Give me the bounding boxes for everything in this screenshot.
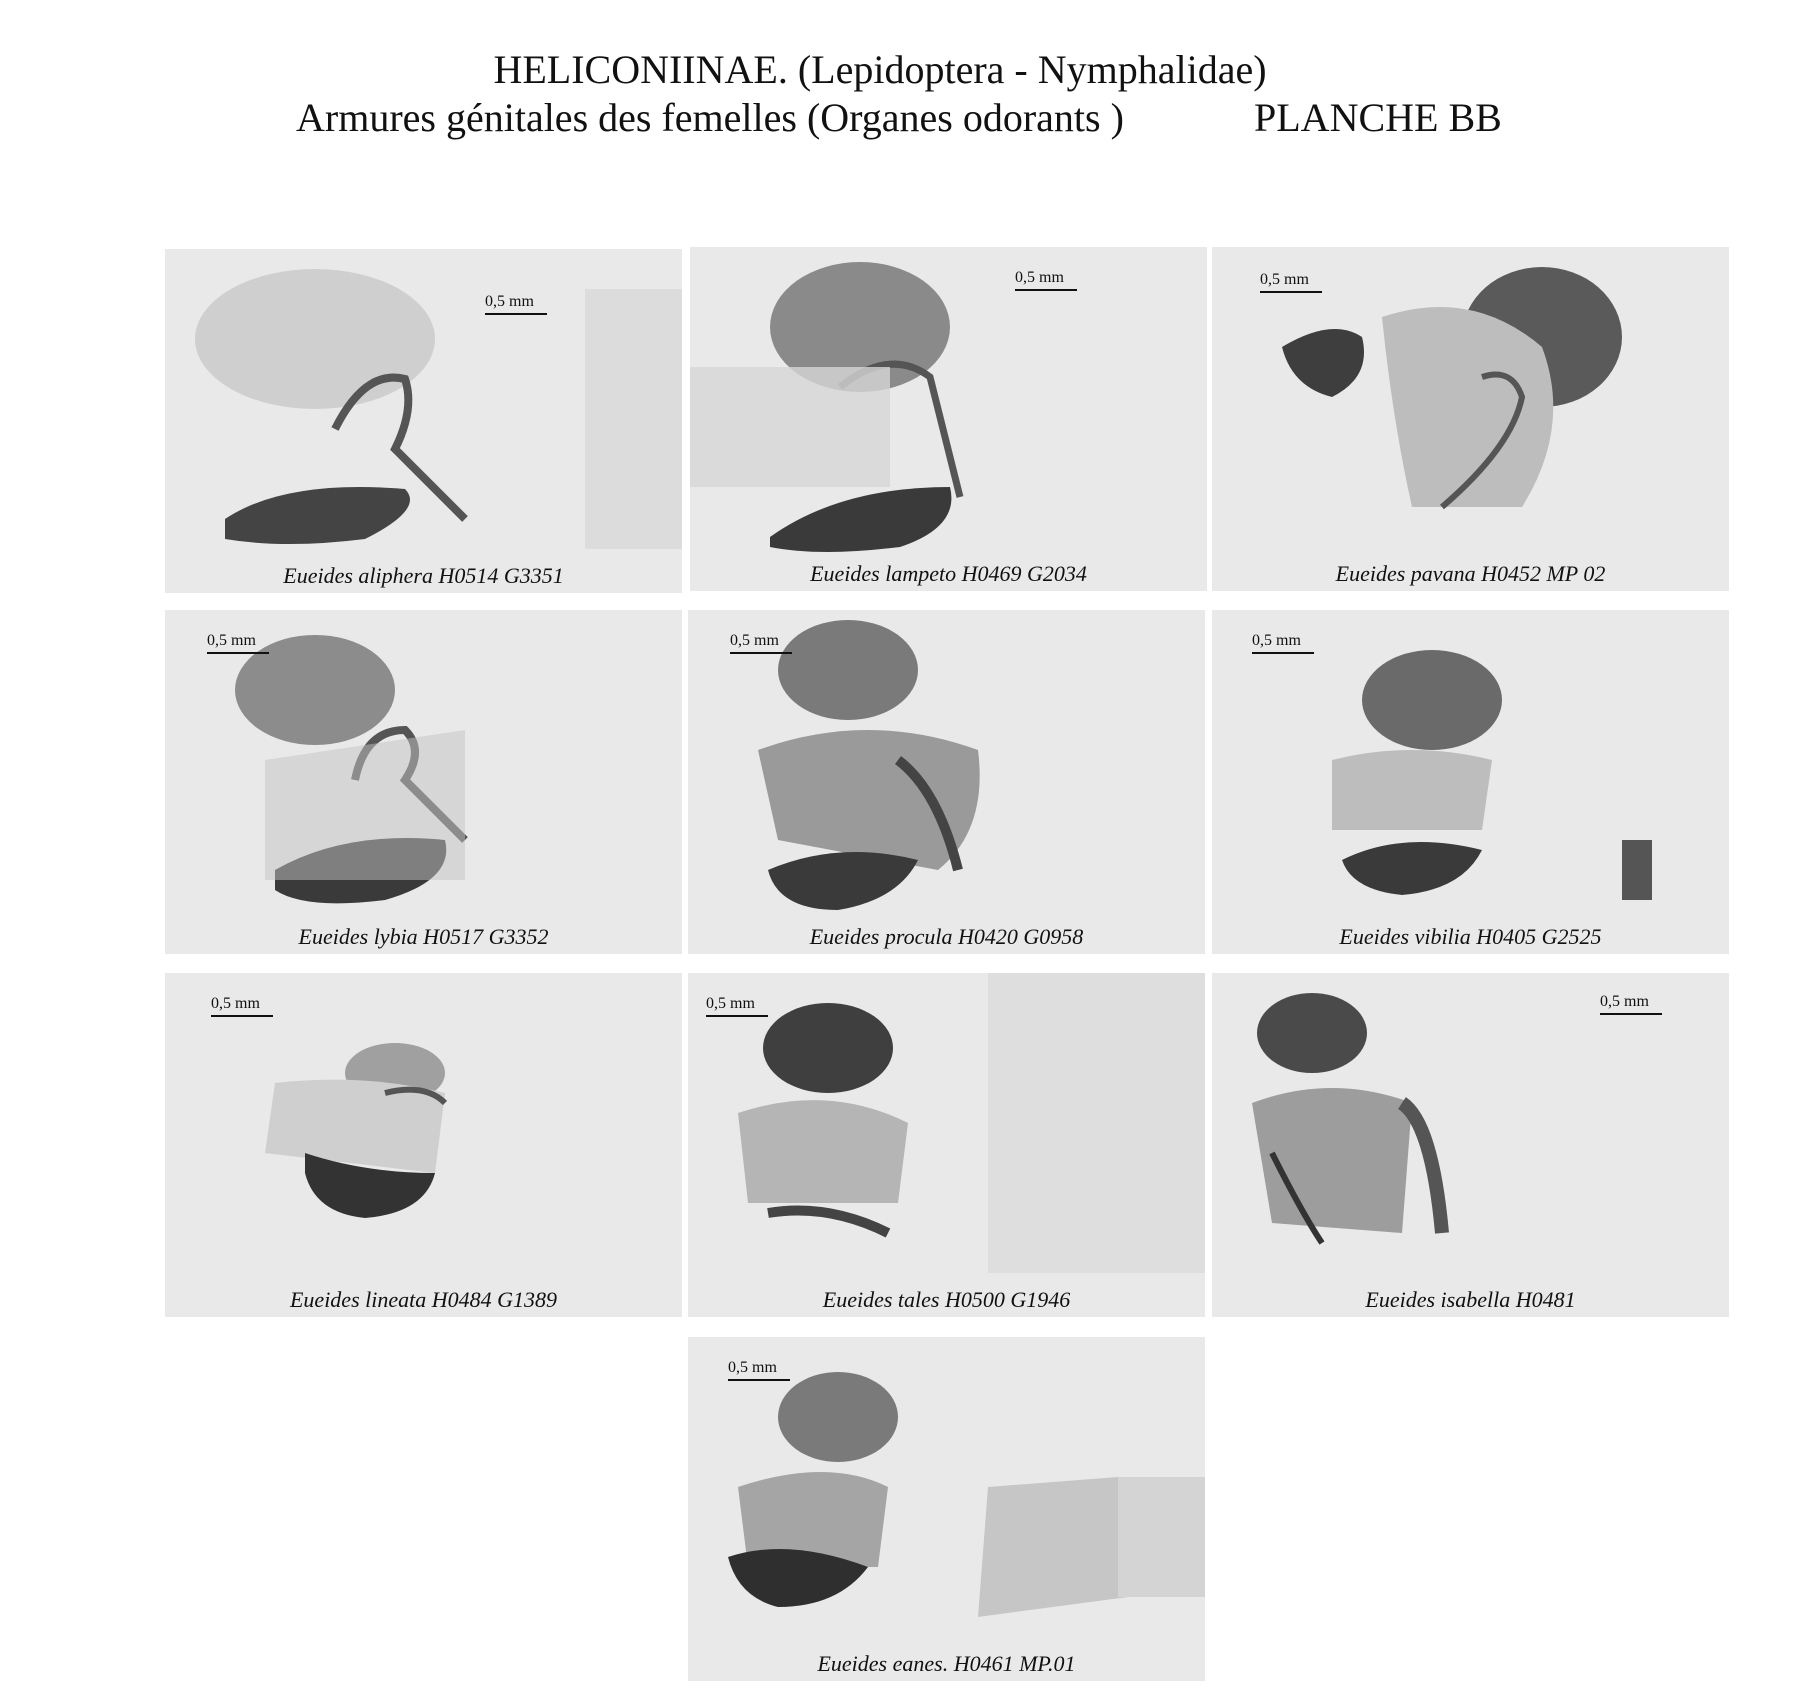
specimen-caption: Eueides procula H0420 G0958 xyxy=(809,924,1084,949)
scale-bar: 0,5 mm xyxy=(1015,269,1077,291)
specimen-panel-pavana xyxy=(1212,247,1729,591)
genitalia-photo xyxy=(688,610,1205,954)
genitalia-photo xyxy=(165,249,682,593)
specimen-caption: Eueides vibilia H0405 G2525 xyxy=(1339,924,1602,949)
specimen-caption: Eueides isabella H0481 xyxy=(1365,1287,1576,1312)
genitalia-photo xyxy=(1212,610,1729,954)
specimen-panel-eanes xyxy=(688,1337,1205,1681)
specimen-caption: Eueides lineata H0484 G1389 xyxy=(289,1287,558,1312)
genitalia-photo xyxy=(165,610,682,954)
genitalia-photo xyxy=(1212,973,1729,1317)
scale-bar: 0,5 mm xyxy=(728,1359,790,1381)
specimen-caption: Eueides eanes. H0461 MP.01 xyxy=(817,1651,1076,1676)
specimen-panel-vibilia xyxy=(1212,610,1729,954)
specimen-panel-aliphera xyxy=(165,249,682,593)
genitalia-photo xyxy=(688,973,1205,1317)
plate-title: HELICONIINAE. (Lepidoptera - Nymphalidae) xyxy=(493,47,1267,92)
specimen-panel-tales xyxy=(688,973,1205,1317)
specimen-panel-lybia xyxy=(165,610,682,954)
plate-number: PLANCHE BB xyxy=(1254,95,1502,140)
genitalia-photo xyxy=(165,973,682,1317)
scale-bar: 0,5 mm xyxy=(730,632,792,654)
scale-bar: 0,5 mm xyxy=(1600,993,1662,1015)
specimen-panel-isabella xyxy=(1212,973,1729,1317)
plate-subtitle: Armures génitales des femelles (Organes odorants ) xyxy=(296,95,1124,140)
specimen-caption: Eueides lampeto H0469 G2034 xyxy=(810,561,1087,586)
scale-bar: 0,5 mm xyxy=(1260,271,1322,293)
specimen-caption: Eueides lybia H0517 G3352 xyxy=(298,924,549,949)
genitalia-photo xyxy=(690,247,1207,591)
specimen-caption: Eueides pavana H0452 MP 02 xyxy=(1335,561,1606,586)
scale-bar: 0,5 mm xyxy=(211,995,273,1017)
scale-bar: 0,5 mm xyxy=(485,293,547,315)
genitalia-photo xyxy=(688,1337,1205,1681)
scale-bar: 0,5 mm xyxy=(706,995,768,1017)
specimen-panel-lineata xyxy=(165,973,682,1317)
specimen-panel-procula xyxy=(688,610,1205,954)
specimen-panel-lampeto xyxy=(690,247,1207,591)
specimen-caption: Eueides tales H0500 G1946 xyxy=(822,1287,1071,1312)
genitalia-photo xyxy=(1212,247,1729,591)
specimen-caption: Eueides aliphera H0514 G3351 xyxy=(283,563,564,588)
scale-bar: 0,5 mm xyxy=(207,632,269,654)
scale-bar: 0,5 mm xyxy=(1252,632,1314,654)
